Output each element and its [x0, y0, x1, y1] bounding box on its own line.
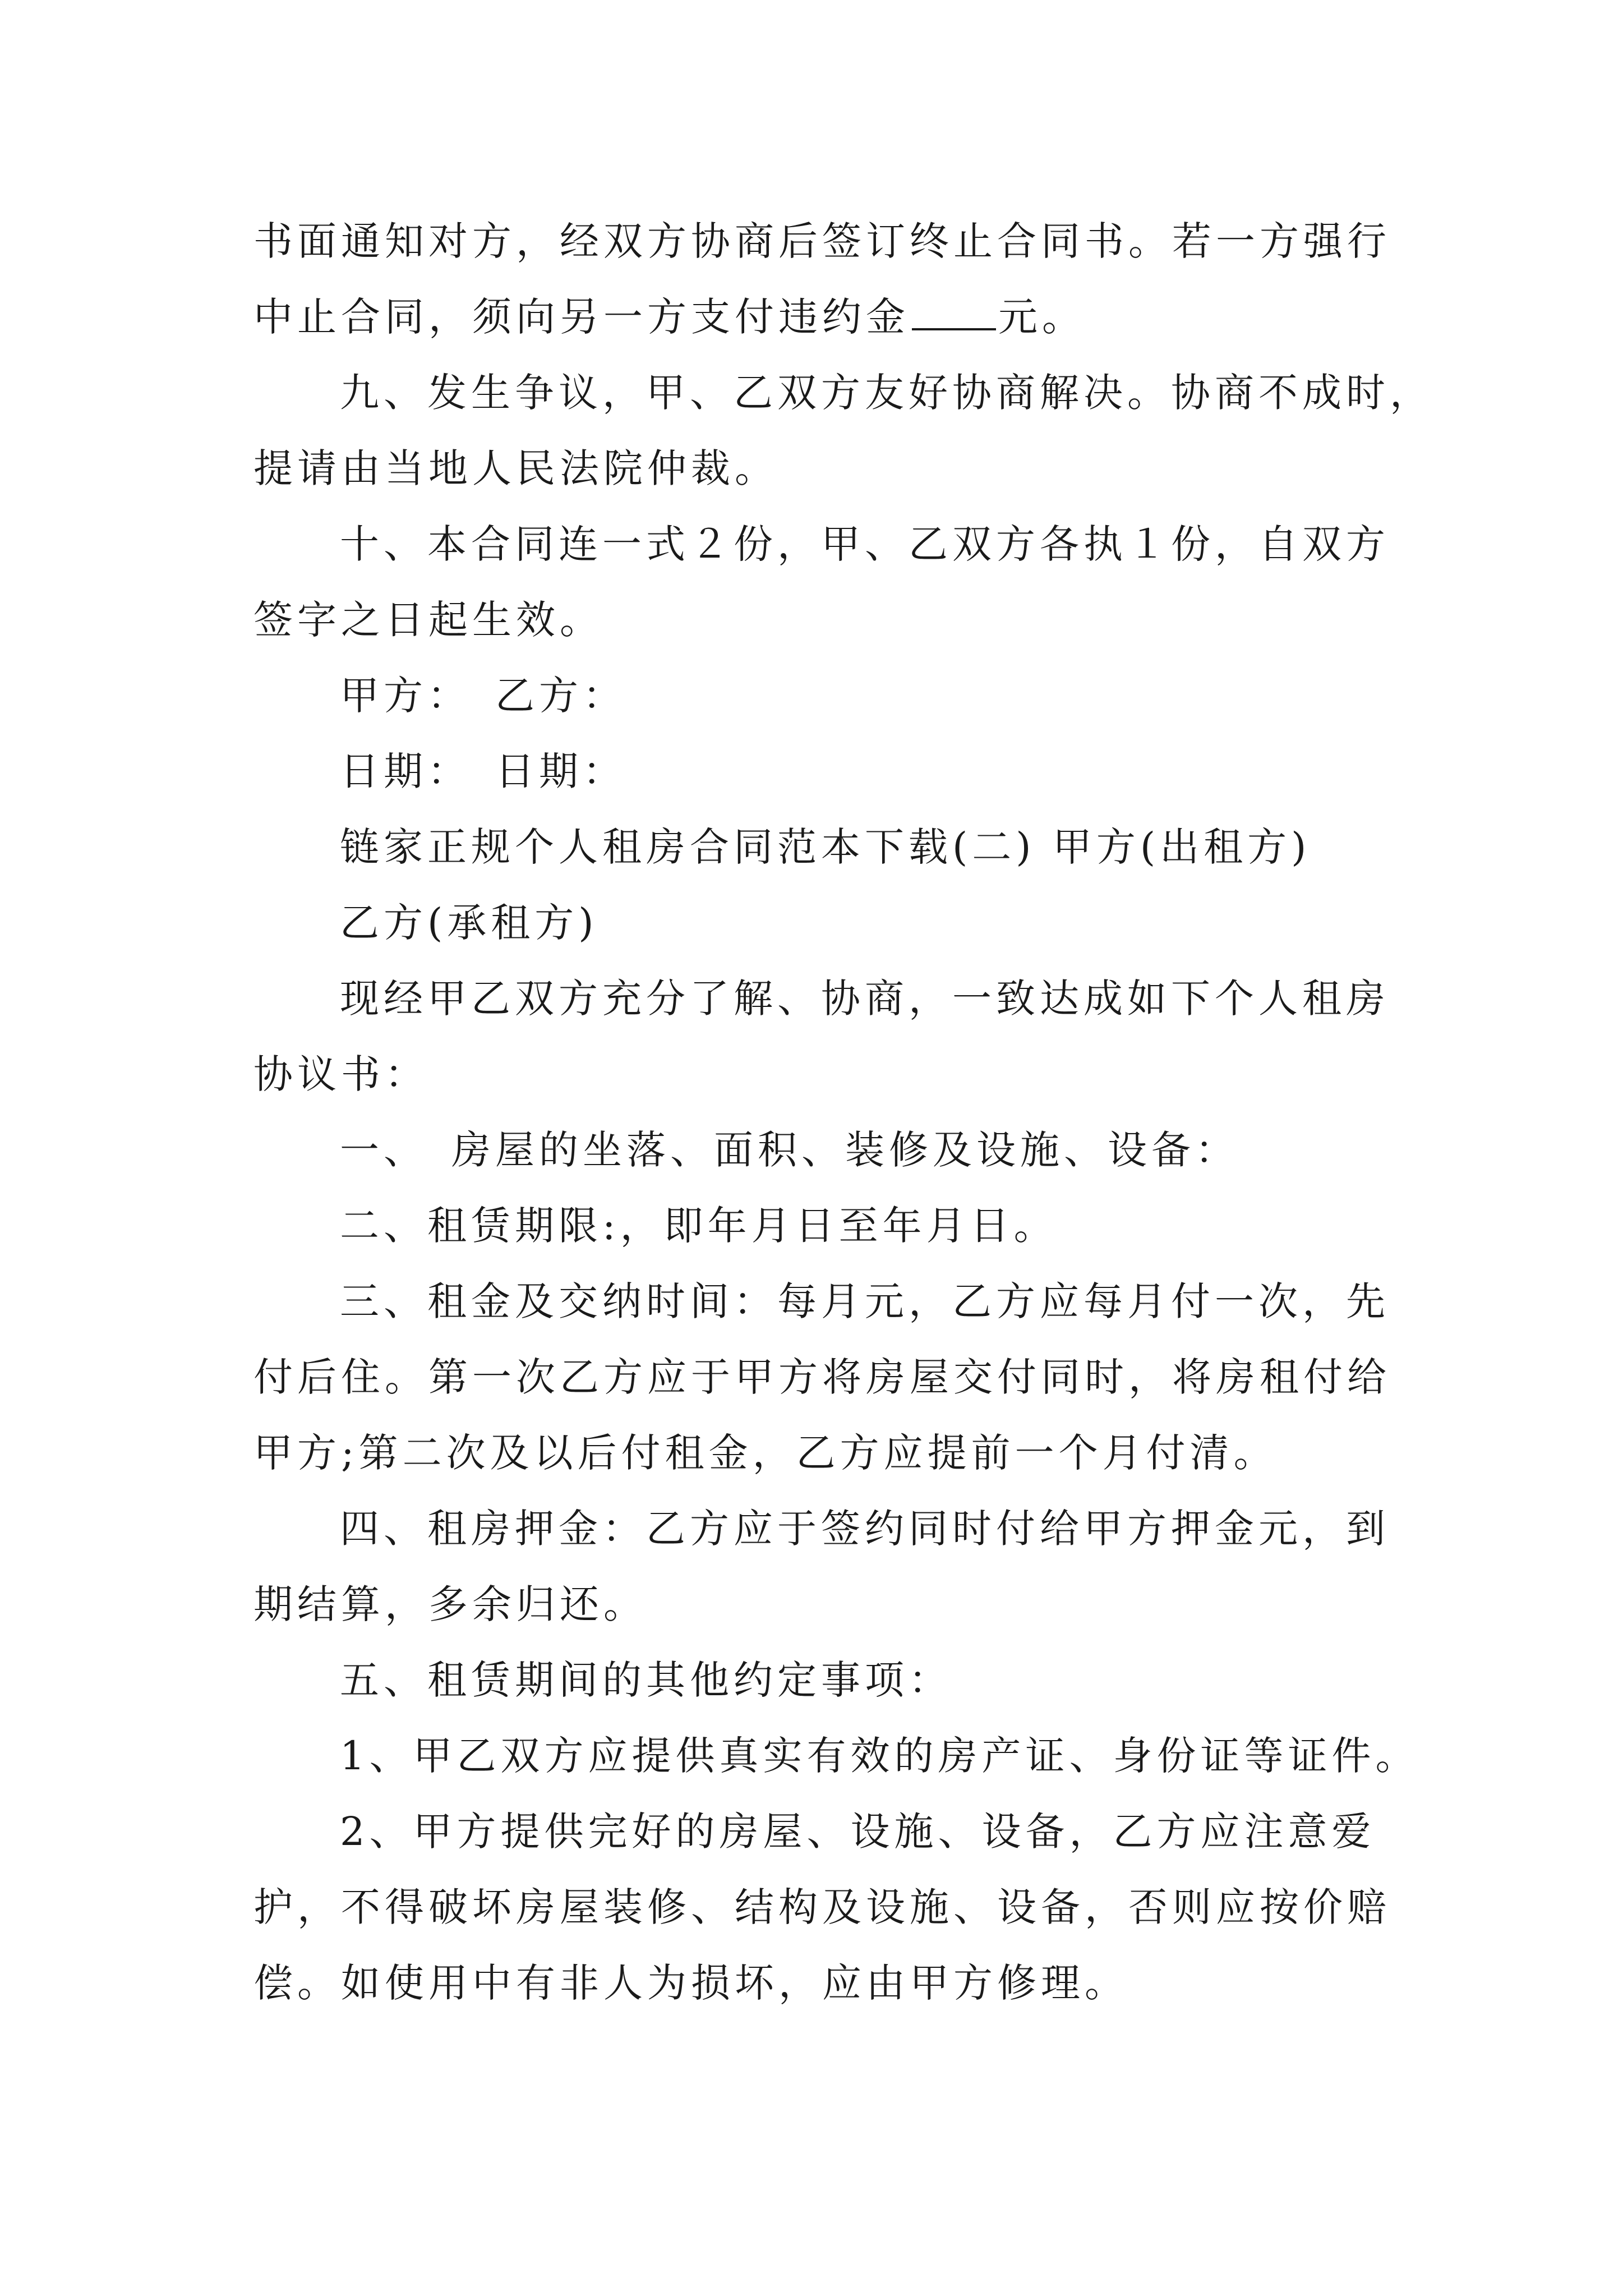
paragraph-text: 中止合同，须向另一方支付违约金	[253, 294, 910, 340]
paragraph-line: 甲方;第二次及以后付租金，乙方应提前一个月付清。	[253, 1430, 1278, 1476]
paragraph-line: 签字之日起生效。	[253, 597, 603, 643]
signature-line-dates: 日期： 日期：	[340, 748, 626, 794]
paragraph-line: 书面通知对方，经双方协商后签订终止合同书。若一方强行	[253, 218, 1391, 264]
paragraph-line: 偿。如使用中有非人为损坏，应由甲方修理。	[253, 1960, 1128, 2006]
paragraph-line: 1、甲乙双方应提供真实有效的房产证、身份证等证件。	[340, 1733, 1419, 1779]
paragraph-text: 元。	[998, 294, 1086, 340]
paragraph-line: 2、甲方提供完好的房屋、设施、设备，乙方应注意爱	[340, 1809, 1376, 1855]
signature-line-parties: 甲方： 乙方：	[340, 673, 626, 719]
paragraph-line: 三、租金及交纳时间：每月元，乙方应每月付一次，先	[340, 1278, 1390, 1324]
paragraph-line: 现经甲乙双方充分了解、协商，一致达成如下个人租房	[340, 976, 1390, 1022]
paragraph-line: 二、租赁期限:，即年月日至年月日。	[340, 1203, 1058, 1249]
paragraph-line: 提请由当地人民法院仲裁。	[253, 445, 778, 491]
paragraph-line: 四、租房押金：乙方应于签约同时付给甲方押金元，到	[340, 1506, 1390, 1552]
paragraph-line	[253, 292, 1086, 342]
paragraph-line: 九、发生争议，甲、乙双方友好协商解决。协商不成时，	[340, 370, 1433, 416]
paragraph-line: 一、 房屋的坐落、面积、装修及设施、设备：	[340, 1127, 1239, 1173]
paragraph-line: 护，不得破坏房屋装修、结构及设施、设备，否则应按价赔	[253, 1884, 1391, 1930]
paragraph-line: 五、租赁期间的其他约定事项：	[340, 1657, 952, 1703]
party-line: 乙方(承租方)	[340, 900, 598, 946]
section-title: 链家正规个人租房合同范本下载(二) 甲方(出租方)	[340, 824, 1311, 870]
paragraph-line: 付后住。第一次乙方应于甲方将房屋交付同时，将房租付给	[253, 1354, 1391, 1400]
paragraph-line: 期结算，多余归还。	[253, 1581, 647, 1627]
paragraph-line: 十、本合同连一式２份，甲、乙双方各执１份，自双方	[340, 521, 1390, 567]
fill-in-blank	[912, 296, 996, 330]
paragraph-line: 协议书：	[253, 1051, 428, 1097]
